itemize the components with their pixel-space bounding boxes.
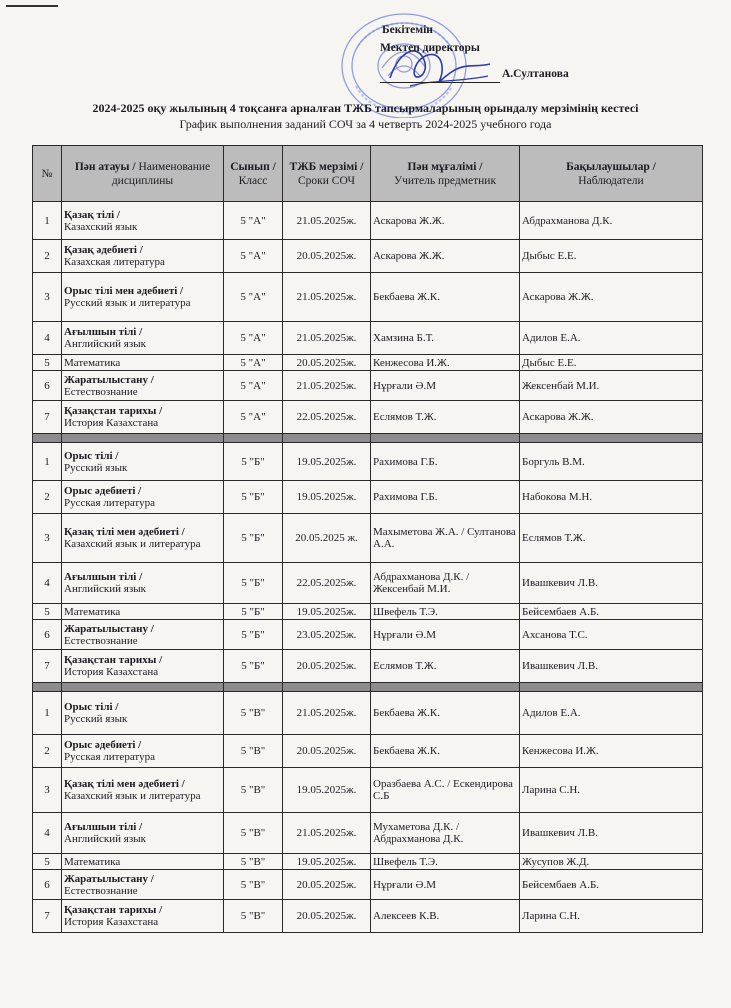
row-number: 6 bbox=[33, 620, 62, 650]
subject-kz: Қазақстан тарихы / bbox=[64, 405, 163, 417]
observer-cell: Жусупов Ж.Д. bbox=[520, 854, 703, 870]
col-observer: Бақылаушылар / Наблюдатели bbox=[520, 146, 703, 202]
observer-cell: Аскарова Ж.Ж. bbox=[520, 401, 703, 434]
row-number: 1 bbox=[33, 692, 62, 735]
col-teacher: Пән мұғалімі / Учитель предметник bbox=[371, 146, 520, 202]
col-num: № bbox=[33, 146, 62, 202]
table-row bbox=[33, 768, 703, 813]
subject-kz: Орыс әдебиеті / bbox=[64, 739, 142, 751]
subject-kz: Орыс тілі / bbox=[64, 701, 119, 713]
date-cell: 20.05.2025 ж. bbox=[283, 514, 371, 563]
teacher-cell: Рахимова Г.Б. bbox=[371, 443, 520, 481]
subject-cell bbox=[62, 371, 224, 401]
observer-cell: Аскарова Ж.Ж. bbox=[520, 273, 703, 322]
group-separator bbox=[33, 683, 703, 692]
class-cell: 5 "В" bbox=[224, 735, 283, 768]
col-subject: Пән атауы / Наименование дисциплины bbox=[62, 146, 224, 202]
group-separator bbox=[33, 434, 703, 443]
teacher-cell: Бекбаева Ж.К. bbox=[371, 735, 520, 768]
row-number: 3 bbox=[33, 514, 62, 563]
observer-cell: Набокова М.Н. bbox=[520, 481, 703, 514]
observer-cell: Боргуль В.М. bbox=[520, 443, 703, 481]
subject-cell bbox=[62, 401, 224, 434]
class-cell: 5 "Б" bbox=[224, 563, 283, 604]
class-cell: 5 "Б" bbox=[224, 443, 283, 481]
approved-label: Бекітемін bbox=[382, 24, 433, 36]
subject-ru: Естествознание bbox=[64, 634, 138, 647]
subject-kz: Орыс тілі / bbox=[64, 449, 119, 462]
subject-kz: Қазақстан тарихы / bbox=[64, 904, 163, 916]
table-row bbox=[33, 202, 703, 240]
subject-cell bbox=[62, 768, 224, 813]
class-cell: 5 "Б" bbox=[224, 604, 283, 620]
table-row bbox=[33, 355, 703, 371]
subject-kz: Қазақ тілі мен әдебиеті / bbox=[64, 526, 185, 538]
row-number: 3 bbox=[33, 768, 62, 813]
observer-cell: Адилов Е.А. bbox=[520, 322, 703, 355]
teacher-cell: Махыметова Ж.А. / Султанова А.А. bbox=[371, 514, 520, 563]
subject-cell bbox=[62, 870, 224, 900]
subject-ru: Казахский язык bbox=[64, 220, 138, 233]
table-row bbox=[33, 401, 703, 434]
subject-cell bbox=[62, 514, 224, 563]
date-cell: 20.05.2025ж. bbox=[283, 870, 371, 900]
subject-cell bbox=[62, 620, 224, 650]
subject-ru: Математика bbox=[64, 605, 121, 618]
class-cell: 5 "В" bbox=[224, 854, 283, 870]
table-row bbox=[33, 514, 703, 563]
subject-kz: Қазақ тілі / bbox=[64, 208, 120, 221]
subject-ru: Русская литература bbox=[64, 751, 155, 763]
table-row bbox=[33, 650, 703, 683]
subject-ru: История Казахстана bbox=[64, 916, 159, 928]
row-number: 6 bbox=[33, 371, 62, 401]
date-cell: 21.05.2025ж. bbox=[283, 202, 371, 240]
date-cell: 21.05.2025ж. bbox=[283, 371, 371, 401]
teacher-cell: Рахимова Г.Б. bbox=[371, 481, 520, 514]
date-cell: 21.05.2025ж. bbox=[283, 813, 371, 854]
class-cell: 5 "А" bbox=[224, 322, 283, 355]
class-cell: 5 "А" bbox=[224, 202, 283, 240]
subject-ru: Математика bbox=[64, 356, 121, 369]
table-row bbox=[33, 692, 703, 735]
table-row bbox=[33, 604, 703, 620]
class-cell: 5 "В" bbox=[224, 813, 283, 854]
subject-ru: История Казахстана bbox=[64, 417, 159, 429]
subject-cell bbox=[62, 481, 224, 514]
schedule-table bbox=[32, 145, 703, 933]
subject-ru: Русский язык bbox=[64, 461, 128, 474]
date-cell: 20.05.2025ж. bbox=[283, 650, 371, 683]
subject-ru: Английский язык bbox=[64, 583, 146, 595]
row-number: 7 bbox=[33, 650, 62, 683]
subject-cell bbox=[62, 604, 224, 620]
date-cell: 20.05.2025ж. bbox=[283, 240, 371, 273]
class-cell: 5 "А" bbox=[224, 240, 283, 273]
class-cell: 5 "В" bbox=[224, 692, 283, 735]
teacher-cell: Абдрахманова Д.К. / Жексенбай М.И. bbox=[371, 563, 520, 604]
table-row bbox=[33, 854, 703, 870]
approval-block bbox=[380, 21, 569, 83]
row-number: 4 bbox=[33, 322, 62, 355]
subject-ru: Казахский язык и литература bbox=[64, 538, 201, 550]
title-kz: 2024-2025 оқу жылының 4 тоқсанға арналған ТЖБ тапсырмаларының орындалу мерзімінің кестесі bbox=[92, 101, 639, 115]
table-row bbox=[33, 735, 703, 768]
subject-cell bbox=[62, 692, 224, 735]
subject-ru: Математика bbox=[64, 855, 121, 868]
date-cell: 21.05.2025ж. bbox=[283, 322, 371, 355]
row-number: 2 bbox=[33, 240, 62, 273]
row-number: 4 bbox=[33, 813, 62, 854]
observer-cell: Бейсембаев А.Б. bbox=[520, 870, 703, 900]
observer-cell: Ларина С.Н. bbox=[520, 768, 703, 813]
table-row bbox=[33, 870, 703, 900]
signature-line bbox=[380, 70, 500, 83]
class-cell: 5 "А" bbox=[224, 355, 283, 371]
subject-cell bbox=[62, 563, 224, 604]
subject-kz: Ағылшын тілі / bbox=[64, 571, 143, 583]
class-cell: 5 "Б" bbox=[224, 620, 283, 650]
subject-cell bbox=[62, 650, 224, 683]
subject-ru: Английский язык bbox=[64, 338, 146, 350]
class-cell: 5 "Б" bbox=[224, 481, 283, 514]
director-name: А.Султанова bbox=[502, 68, 569, 80]
observer-cell: Дыбыс Е.Е. bbox=[520, 355, 703, 371]
subject-cell bbox=[62, 202, 224, 240]
subject-cell bbox=[62, 355, 224, 371]
class-cell: 5 "А" bbox=[224, 273, 283, 322]
teacher-cell: Кенжесова И.Ж. bbox=[371, 355, 520, 371]
teacher-cell: Хамзина Б.Т. bbox=[371, 322, 520, 355]
class-cell: 5 "Б" bbox=[224, 514, 283, 563]
subject-cell bbox=[62, 854, 224, 870]
subject-kz: Қазақстан тарихы / bbox=[64, 654, 163, 666]
subject-kz: Жаратылыстану / bbox=[64, 872, 154, 885]
date-cell: 19.05.2025ж. bbox=[283, 604, 371, 620]
subject-kz: Жаратылыстану / bbox=[64, 373, 154, 386]
class-cell: 5 "В" bbox=[224, 768, 283, 813]
row-number: 1 bbox=[33, 443, 62, 481]
subject-cell bbox=[62, 735, 224, 768]
row-number: 5 bbox=[33, 854, 62, 870]
subject-kz: Жаратылыстану / bbox=[64, 622, 154, 635]
observer-cell: Ивашкевич Л.В. bbox=[520, 563, 703, 604]
teacher-cell: Алексеев К.В. bbox=[371, 900, 520, 933]
teacher-cell: Еслямов Т.Ж. bbox=[371, 650, 520, 683]
observer-cell: Бейсембаев А.Б. bbox=[520, 604, 703, 620]
row-number: 4 bbox=[33, 563, 62, 604]
teacher-cell: Нұрғали Ә.М bbox=[371, 620, 520, 650]
subject-kz: Қазақ тілі мен әдебиеті / bbox=[64, 778, 185, 790]
teacher-cell: Оразбаева А.С. / Ескендирова С.Б bbox=[371, 768, 520, 813]
row-number: 5 bbox=[33, 604, 62, 620]
subject-cell bbox=[62, 900, 224, 933]
row-number: 7 bbox=[33, 401, 62, 434]
date-cell: 20.05.2025ж. bbox=[283, 900, 371, 933]
subject-cell bbox=[62, 443, 224, 481]
subject-cell bbox=[62, 240, 224, 273]
row-number: 1 bbox=[33, 202, 62, 240]
table-row bbox=[33, 240, 703, 273]
date-cell: 19.05.2025ж. bbox=[283, 443, 371, 481]
class-cell: 5 "Б" bbox=[224, 650, 283, 683]
teacher-cell: Бекбаева Ж.К. bbox=[371, 692, 520, 735]
subject-kz: Орыс әдебиеті / bbox=[64, 485, 142, 497]
date-cell: 21.05.2025ж. bbox=[283, 273, 371, 322]
corner-mark bbox=[6, 5, 58, 7]
teacher-cell: Бекбаева Ж.К. bbox=[371, 273, 520, 322]
class-cell: 5 "В" bbox=[224, 870, 283, 900]
observer-cell: Жексенбай М.И. bbox=[520, 371, 703, 401]
observer-cell: Абдрахманова Д.К. bbox=[520, 202, 703, 240]
observer-cell: Адилов Е.А. bbox=[520, 692, 703, 735]
date-cell: 19.05.2025ж. bbox=[283, 854, 371, 870]
table-row bbox=[33, 563, 703, 604]
header-row bbox=[33, 146, 703, 202]
date-cell: 20.05.2025ж. bbox=[283, 735, 371, 768]
observer-cell: Ивашкевич Л.В. bbox=[520, 650, 703, 683]
date-cell: 21.05.2025ж. bbox=[283, 692, 371, 735]
subject-kz: Ағылшын тілі / bbox=[64, 821, 143, 833]
subject-ru: Русский язык и литература bbox=[64, 297, 191, 309]
subject-ru: Казахский язык и литература bbox=[64, 790, 201, 802]
table-row bbox=[33, 273, 703, 322]
teacher-cell: Нұрғали Ә.М bbox=[371, 870, 520, 900]
observer-cell: Еслямов Т.Ж. bbox=[520, 514, 703, 563]
subject-ru: Русская литература bbox=[64, 497, 155, 509]
teacher-cell: Еслямов Т.Ж. bbox=[371, 401, 520, 434]
class-cell: 5 "В" bbox=[224, 900, 283, 933]
table-row bbox=[33, 900, 703, 933]
subject-ru: Естествознание bbox=[64, 385, 138, 398]
table-row bbox=[33, 443, 703, 481]
observer-cell: Кенжесова И.Ж. bbox=[520, 735, 703, 768]
table-row bbox=[33, 371, 703, 401]
subject-kz: Орыс тілі мен әдебиеті / bbox=[64, 285, 184, 297]
subject-cell bbox=[62, 813, 224, 854]
row-number: 3 bbox=[33, 273, 62, 322]
col-date: ТЖБ мерзімі / Сроки СОЧ bbox=[283, 146, 371, 202]
table-row bbox=[33, 322, 703, 355]
subject-kz: Қазақ әдебиеті / bbox=[64, 244, 143, 256]
table-row bbox=[33, 813, 703, 854]
subject-ru: Естествознание bbox=[64, 884, 138, 897]
date-cell: 20.05.2025ж. bbox=[283, 355, 371, 371]
subject-cell bbox=[62, 273, 224, 322]
observer-cell: Ивашкевич Л.В. bbox=[520, 813, 703, 854]
subject-ru: Казахская литература bbox=[64, 256, 165, 268]
table-row bbox=[33, 481, 703, 514]
row-number: 2 bbox=[33, 735, 62, 768]
class-cell: 5 "А" bbox=[224, 401, 283, 434]
director-label: Мектеп директоры bbox=[380, 42, 480, 54]
date-cell: 23.05.2025ж. bbox=[283, 620, 371, 650]
row-number: 6 bbox=[33, 870, 62, 900]
row-number: 7 bbox=[33, 900, 62, 933]
date-cell: 19.05.2025ж. bbox=[283, 481, 371, 514]
teacher-cell: Аскарова Ж.Ж. bbox=[371, 240, 520, 273]
teacher-cell: Нұрғали Ә.М bbox=[371, 371, 520, 401]
title-ru: График выполнения заданий СОЧ за 4 четверть 2024-2025 учебного года bbox=[179, 117, 552, 131]
date-cell: 22.05.2025ж. bbox=[283, 401, 371, 434]
subject-ru: Английский язык bbox=[64, 833, 146, 845]
class-cell: 5 "А" bbox=[224, 371, 283, 401]
teacher-cell: Швефель Т.Э. bbox=[371, 604, 520, 620]
date-cell: 19.05.2025ж. bbox=[283, 768, 371, 813]
row-number: 5 bbox=[33, 355, 62, 371]
table-row bbox=[33, 620, 703, 650]
row-number: 2 bbox=[33, 481, 62, 514]
teacher-cell: Мухаметова Д.К. / Абдрахманова Д.К. bbox=[371, 813, 520, 854]
subject-kz: Ағылшын тілі / bbox=[64, 326, 143, 338]
subject-ru: Русский язык bbox=[64, 713, 128, 725]
teacher-cell: Швефель Т.Э. bbox=[371, 854, 520, 870]
observer-cell: Ларина С.Н. bbox=[520, 900, 703, 933]
teacher-cell: Аскарова Ж.Ж. bbox=[371, 202, 520, 240]
observer-cell: Дыбыс Е.Е. bbox=[520, 240, 703, 273]
date-cell: 22.05.2025ж. bbox=[283, 563, 371, 604]
observer-cell: Ахсанова Т.С. bbox=[520, 620, 703, 650]
subject-ru: История Казахстана bbox=[64, 666, 159, 678]
col-class: Сынып / Класс bbox=[224, 146, 283, 202]
subject-cell bbox=[62, 322, 224, 355]
